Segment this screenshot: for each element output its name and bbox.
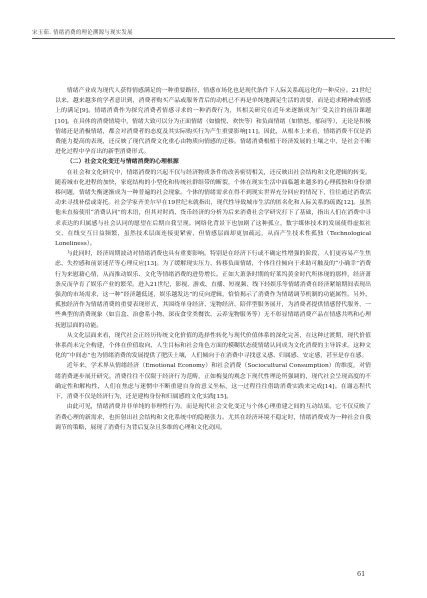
paragraph: 在社会和文化研究中，情绪消费的兴起不仅与经济物质条件的改善密切相关，还反映出社会结构和文化逻辑的转变。随着城市化进程的加快，家庭结构的小型化和传统社群组带的断裂，个体在现实生活中面临越来越多的心理孤独和身份漂移问题，情绪失衡逐渐成为一种普遍的社会现象。个体的情绪需求在得不到现实世界充分回应的情况下，往往通过消费活动来寻找补偿或寄托。社会学家齐美尔早在19世纪末就指出，现代性导致城市生活的匿名化和人际关系的疏离[12]。虽然他未直接使用“消费认同”的术语，但其对时尚、货币经济的分析为后来消费社会学研究打下了基础，指出人们在消费中寻求表达的归属感与社会认同的愿望在后期自我呈现。网络化背景下也加剧了这种孤立，数字媒体技术的发展使得虚拟社交、在线交互日益频繁，虽然技术层面连接更紧密，但情感层面却更加疏远，从而产生技术性孤独（Technological Loneliness）。 bbox=[55, 169, 371, 248]
paragraph: 与此同时，经济周期波动对情绪消费也具有重要影响。特别是在经济下行或不确定性增强的阶段，人们更容易产生焦虑、失控感和前景迷茫等心理反应[13]。为了缓解现实压力、转移负面情绪，个体往往倾向于求助可触及的“小确幸”消费行为来慰藉心情，从而推动娱乐、文化等情绪消费的进势增长。正如大萧条时期的好莱坞黄金时代所体现的那样，经济萧条反而孕育了娱乐产业的繁荣。进入21世纪，影视、游戏、直播、短视频、线下轻娱乐等情绪消费在经济紧缩期间表现出强劲的市场需求，这一种“经济越低迷，娱乐越发达”的反向逻辑，恰恰揭示了消费作为情绪调节机制的功能属性。另外，孤独经济作为情绪消费的重要表现形式，其围绕单身经济、宠物经济、陪伴型服务展开，为消费者提供情感替代服务，一些典型的消费现象（如盲盒、治愈系小物、深夜食堂类餐饮、云养宠物服务等）无不彰显情绪消费产品在情感共鸣和心理抚慰层面的功能。 bbox=[55, 251, 371, 329]
paragraph: 情绪产业成为现代人获得情感满足的一种重要路径，情感市场化也是现代条件下人际关系疏远化的一种反应。21世纪以来，越来越多的学者意识到，消费者购买产品或服务背后的动机已不再是单纯地满足生活的需要，而是追求精神或情感上的满足[9]。情绪消费作为探究消费者情感寻求的一种消费行为，其相关研究在近年来逐渐成为广受关注的前沿课题[10]。在具体的消费情境中，情绪大致可以分为正面情绪（如愉悦、欢快等）和负面情绪（如愤怒、郁闷等），无论是积极情绪还是消极情绪，都会对消费者的态度及其实际购买行为产生重要影响[11]。因此，从根本上来看，情绪消费不仅是消费能力提高的表现，还反映了现代消费文化重心由物质向情感的迁移。情绪消费根植于经济发展的土壤之中，是社会不断进化过程中孕育出的新型消费形式。 bbox=[55, 88, 371, 156]
running-header: 宋玉茹. 情绪消费的理论溯源与现实发展 bbox=[32, 30, 133, 36]
paragraph: 近年来，学术界从情绪经济（Emotional Economy）和社会消费（Sociocultural Consumption）的维度，对情绪消费逐步展开研究。消费往往不仅限于经济行为范畴，正如梅曼的观念下现代性理论所强调的，现代社会呈现高度的不确定性和解构性，人们在焦虑与迷惘中不断重建自身的意义坐标，这一过程往往借助消费实践来完成[14]。在谢志程代下，消费不仅是经济行为，还是建构身份和归属感的文化实践[15]。 bbox=[55, 363, 371, 401]
body-text bbox=[55, 86, 371, 433]
section-heading: （二）社会文化变迁与情绪消费的心理根源 bbox=[66, 158, 179, 166]
paragraph: 由此可见，情绪消费并非单纯的非理性行为，而是现代社会文化变迁与个体心理重建之间的互动结果。它不仅反映了消费心理的新需求，也折射出社会结构和文化系统中的隐秘张力。尤其在经济环境不稳定时，情绪消费成为一种社会自我调节的策略，展现了消费行为背后复杂且多维的心理和文化动因。 bbox=[55, 404, 371, 431]
page-number: 61 bbox=[357, 570, 366, 578]
header-divider bbox=[32, 38, 395, 39]
paragraph: 从文化层面来看，现代社会正经历传统文化价值的选择性转化与现代价值体系的深化完善，在这种过渡期，现代价值体系尚未完全构建，个体在价值取向、人生目标和社会角色方面的模糊状态使情绪认同成为文化消费的主导诉求。这种文化的“中间态”也为情绪消费的发展提供了肥沃土壤，人们倾向于在消费中寻找意义感、归属感、安定感，甚至是存在感。 bbox=[55, 332, 371, 360]
